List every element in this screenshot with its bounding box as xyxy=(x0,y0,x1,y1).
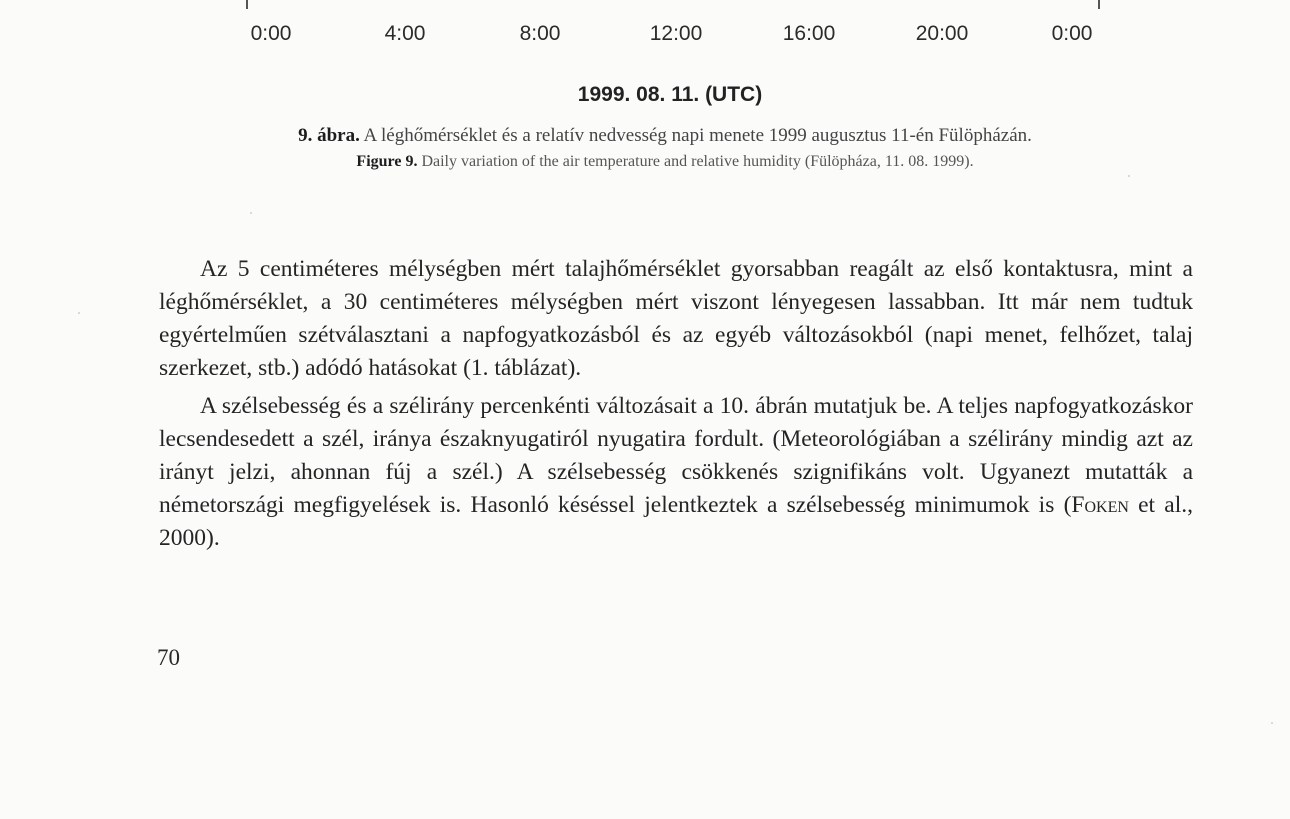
paragraph-wind-text: A szélsebesség és a szélirány percenkénti változásait a 10. ábrán mutatjuk be. A teljes napfogyatkozáskor lecsendesedett a szél, iránya északnyugatiról nyugatira fordult. (Meteorológiában a szélirány mindig azt az irányt jelzi, ahonnan fúj a szél.) A szélsebesség csökkenés szignifikáns volt. Ugyanezt mutatták a németországi megfigyelések is. Hasonló késéssel jelentkeztek a szélsebesség minimumok is ( xyxy=(159,393,1193,518)
x-tick-label: 16:00 xyxy=(782,22,836,45)
paragraph-soil-temperature: Az 5 centiméteres mélységben mért talajhőmérséklet gyorsabban reagált az első kontaktusra, mint a léghőmérséklet, a 30 centiméteres mélységben mért viszont lényegesen lassabban. Itt már nem tudtuk egyértelműen szétválasztani a napfogyatkozásból és az egyéb változásokból (napi menet, felhőzet, talaj szerkezet, stb.) adódó hatásokat (1. táblázat). xyxy=(159,256,1193,381)
x-tick-label: 4:00 xyxy=(384,22,426,45)
figure-caption-english xyxy=(0,153,1290,171)
chart-x-axis-ticks xyxy=(0,0,1290,12)
scan-speck xyxy=(78,312,80,314)
scan-speck xyxy=(250,212,252,214)
scan-speck xyxy=(1128,175,1130,177)
citation-author: Foken xyxy=(1071,492,1129,518)
x-tick-label: 0:00 xyxy=(1051,22,1093,45)
citation-tail: et al., 2000). xyxy=(159,492,1194,551)
paragraph-wind xyxy=(159,390,1193,555)
tick-mark-right xyxy=(1098,0,1100,9)
x-tick-label: 8:00 xyxy=(519,22,561,45)
scan-speck xyxy=(1271,722,1273,724)
figure-caption-hungarian xyxy=(0,125,1290,147)
page-number: 70 xyxy=(157,645,180,670)
x-tick-label: 0:00 xyxy=(250,22,292,45)
x-tick-label: 12:00 xyxy=(649,22,703,45)
x-tick-label: 20:00 xyxy=(915,22,969,45)
figure-caption-en-text: Daily variation of the air temperature and relative humidity (Fülöpháza, 11. 08. 1999). xyxy=(417,153,974,170)
figure-label-hu: 9. ábra. xyxy=(298,125,360,146)
x-axis-date-label: 1999. 08. 11. (UTC) xyxy=(577,83,763,106)
figure-caption-hu-text: A léghőmérséklet és a relatív nedvesség napi menete 1999 augusztus 11-én Fülöpházán. xyxy=(359,125,1032,146)
tick-mark-left xyxy=(246,0,248,9)
figure-label-en: Figure 9. xyxy=(356,153,418,170)
